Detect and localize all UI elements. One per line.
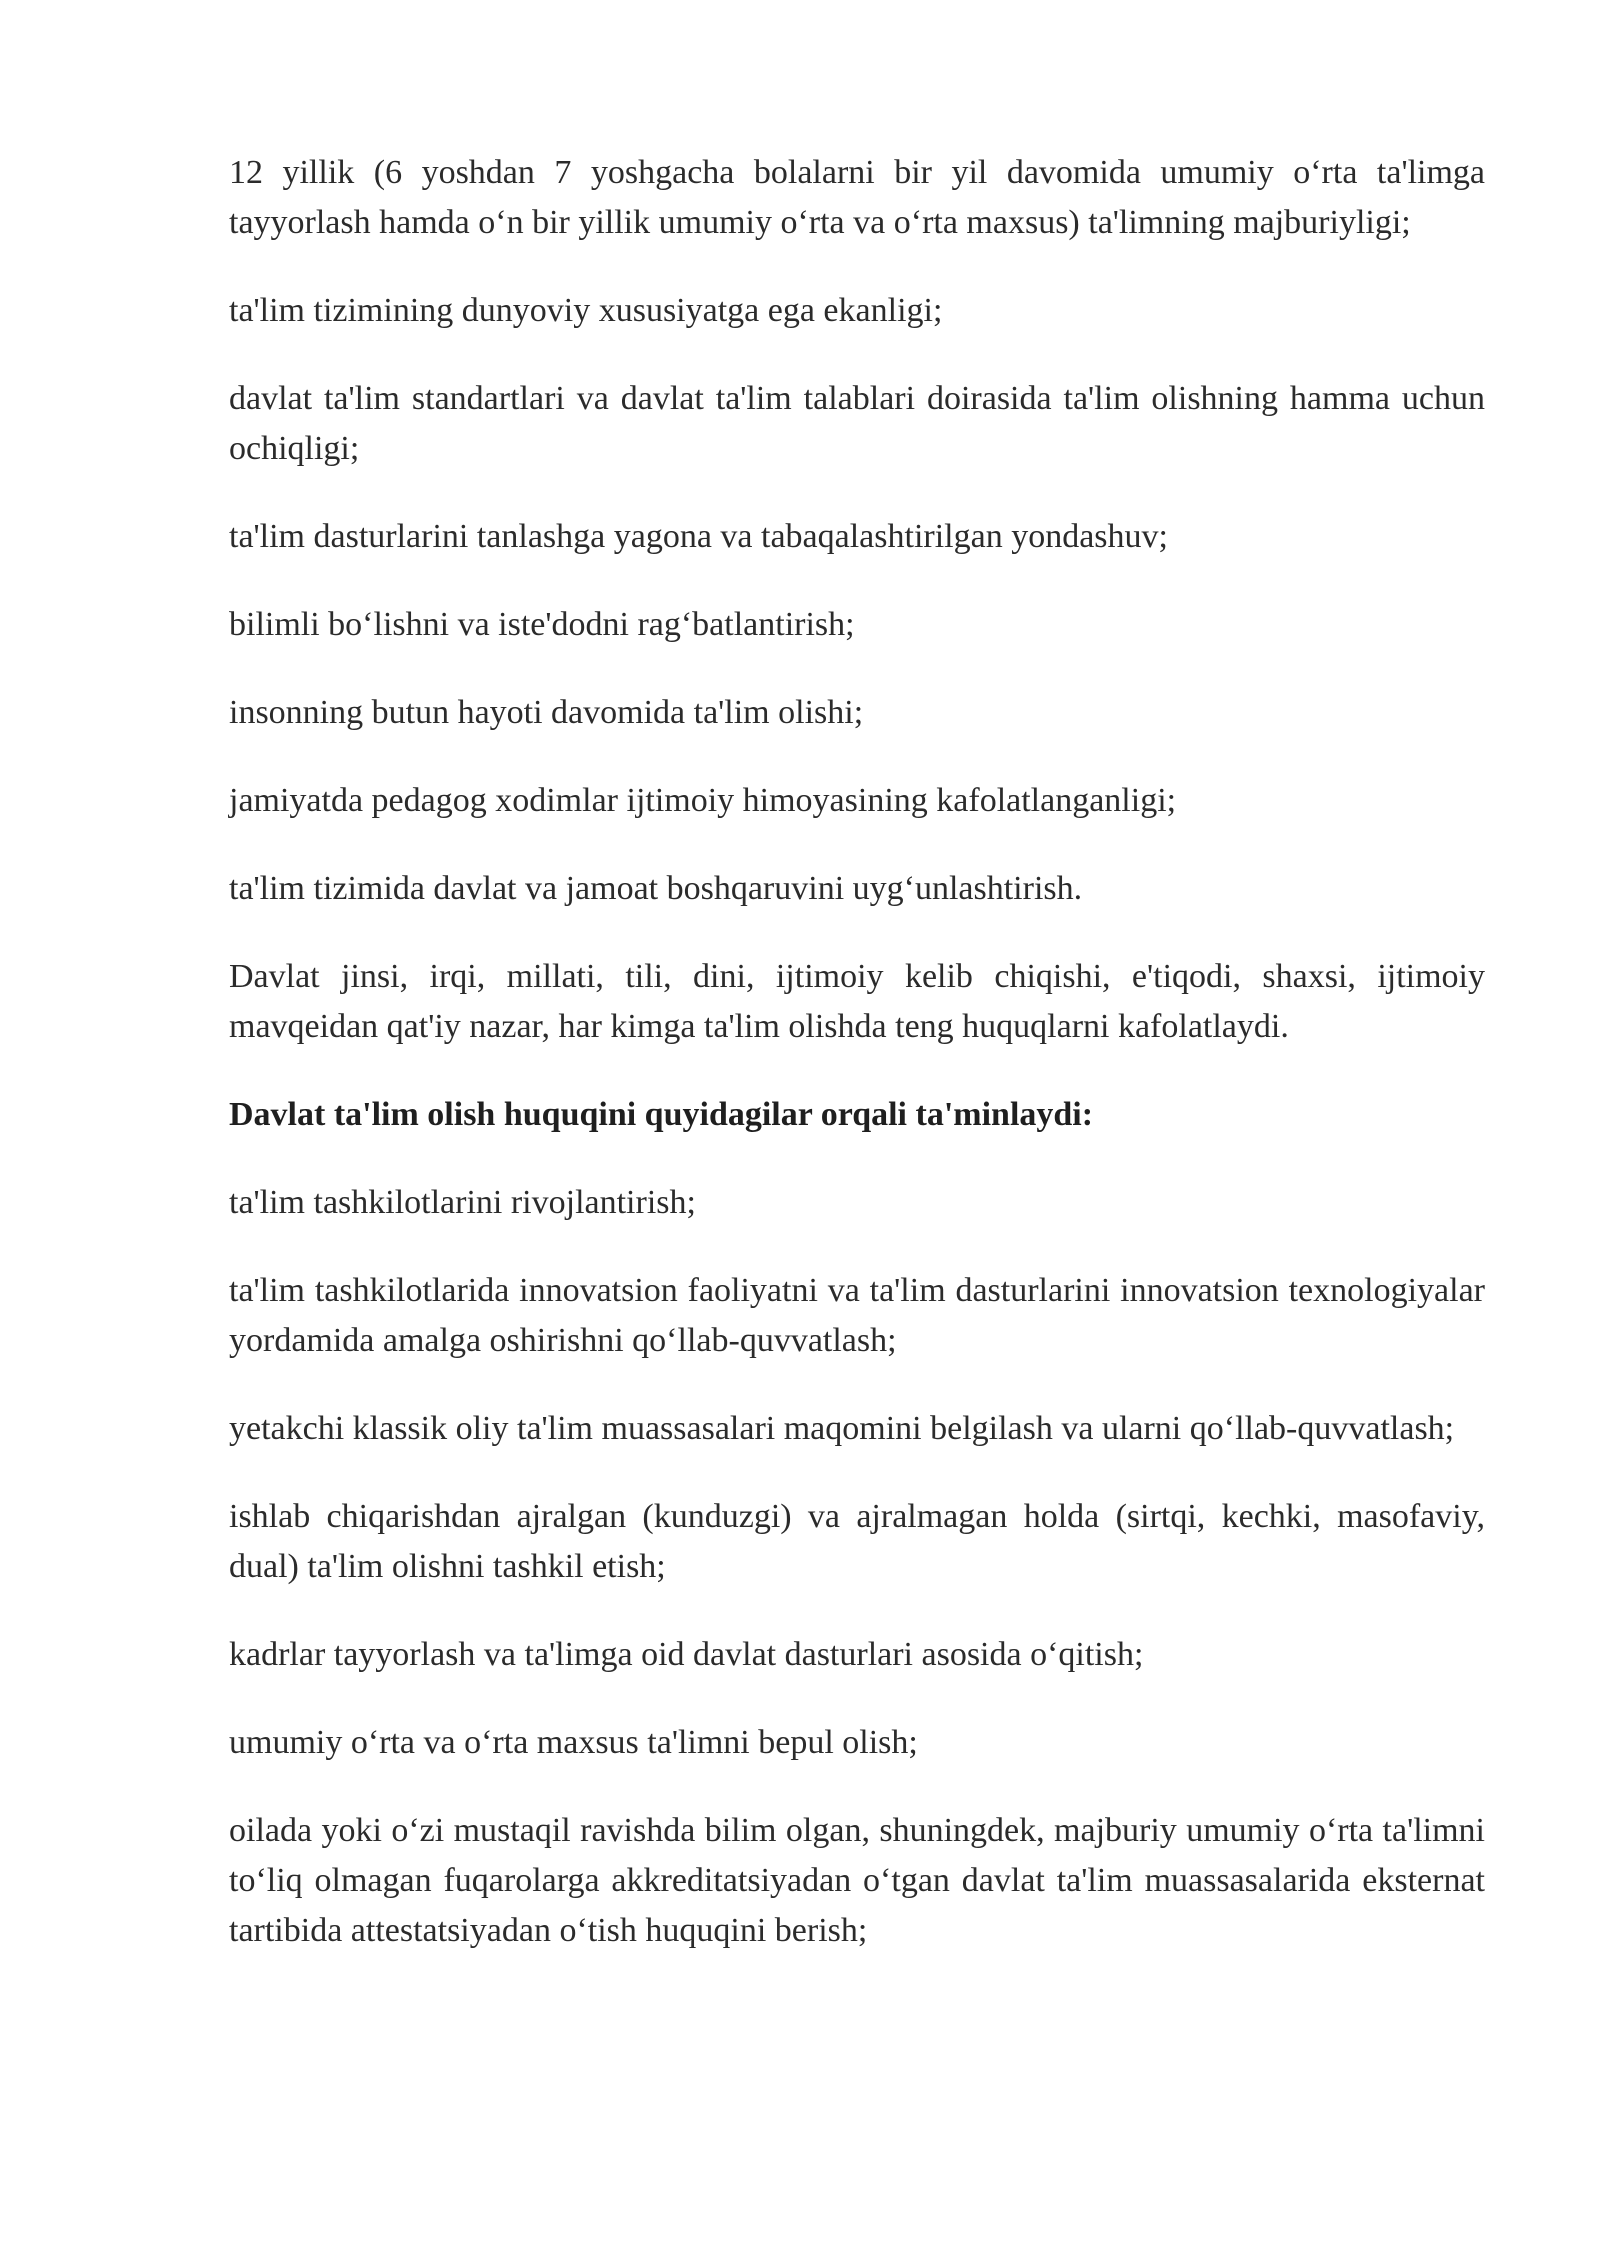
paragraph-external-attestation: oilada yoki o‘zi mustaqil ravishda bilim olgan, shuningdek, majburiy umumiy o‘rta ta'limni to‘liq olmagan fuqarolarga akkreditatsiyadan o‘tgan davlat ta'lim muassasalarida eksternat tartibida attestatsiyadan o‘tish huquqini berish; [229,1812,1485,1949]
section-heading: Davlat ta'lim olish huquqini quyidagilar orqali ta'minlaydi: [229,1096,1094,1133]
paragraph-talent-encouragement: bilimli bo‘lishni va iste'dodni rag‘batlantirish; [229,606,855,643]
paragraph-program-approach: ta'lim dasturlarini tanlashga yagona va tabaqalashtirilgan yondashuv; [229,518,1168,555]
paragraph-study-forms: ishlab chiqarishdan ajralgan (kunduzgi) va ajralmagan holda (sirtqi, kechki, masofaviy, dual) ta'lim olishni tashkil etish; [229,1498,1485,1585]
paragraph-lifelong-learning: insonning butun hayoti davomida ta'lim olishi; [229,694,864,731]
paragraph-openness: davlat ta'lim standartlari va davlat ta'lim talablari doirasida ta'lim olishning hamma uchun ochiqligi; [229,380,1485,467]
paragraph-teacher-protection: jamiyatda pedagog xodimlar ijtimoiy himoyasining kafolatlanganligi; [229,782,1177,819]
paragraph-leading-universities: yetakchi klassik oliy ta'lim muassasalari maqomini belgilash va ularni qo‘llab-quvvatlash; [229,1410,1455,1447]
paragraph-free-education: umumiy o‘rta va o‘rta maxsus ta'limni bepul olish; [229,1724,918,1761]
paragraph-state-programs: kadrlar tayyorlash va ta'limga oid davlat dasturlari asosida o‘qitish; [229,1636,1144,1673]
paragraph-develop-organizations: ta'lim tashkilotlarini rivojlantirish; [229,1184,696,1221]
paragraph-mandatory-education: 12 yillik (6 yoshdan 7 yoshgacha bolalarni bir yil davomida umumiy o‘rta ta'limga tayyorlash hamda o‘n bir yillik umumiy o‘rta va o‘rta maxsus) ta'limning majburiyligi; [229,154,1485,241]
paragraph-equal-rights: Davlat jinsi, irqi, millati, tili, dini, ijtimoiy kelib chiqishi, e'tiqodi, shaxsi, ijtimoiy mavqeidan qat'iy nazar, har kimga ta'lim olishda teng huquqlarni kafolatlaydi. [229,958,1485,1045]
paragraph-governance: ta'lim tizimida davlat va jamoat boshqaruvini uyg‘unlashtirish. [229,870,1083,907]
paragraph-innovation-support: ta'lim tashkilotlarida innovatsion faoliyatni va ta'lim dasturlarini innovatsion texnologiyalar yordamida amalga oshirishni qo‘llab-quvvatlash; [229,1272,1485,1359]
document-body [229,148,1485,1994]
paragraph-secular-nature: ta'lim tizimining dunyoviy xususiyatga ega ekanligi; [229,292,943,329]
